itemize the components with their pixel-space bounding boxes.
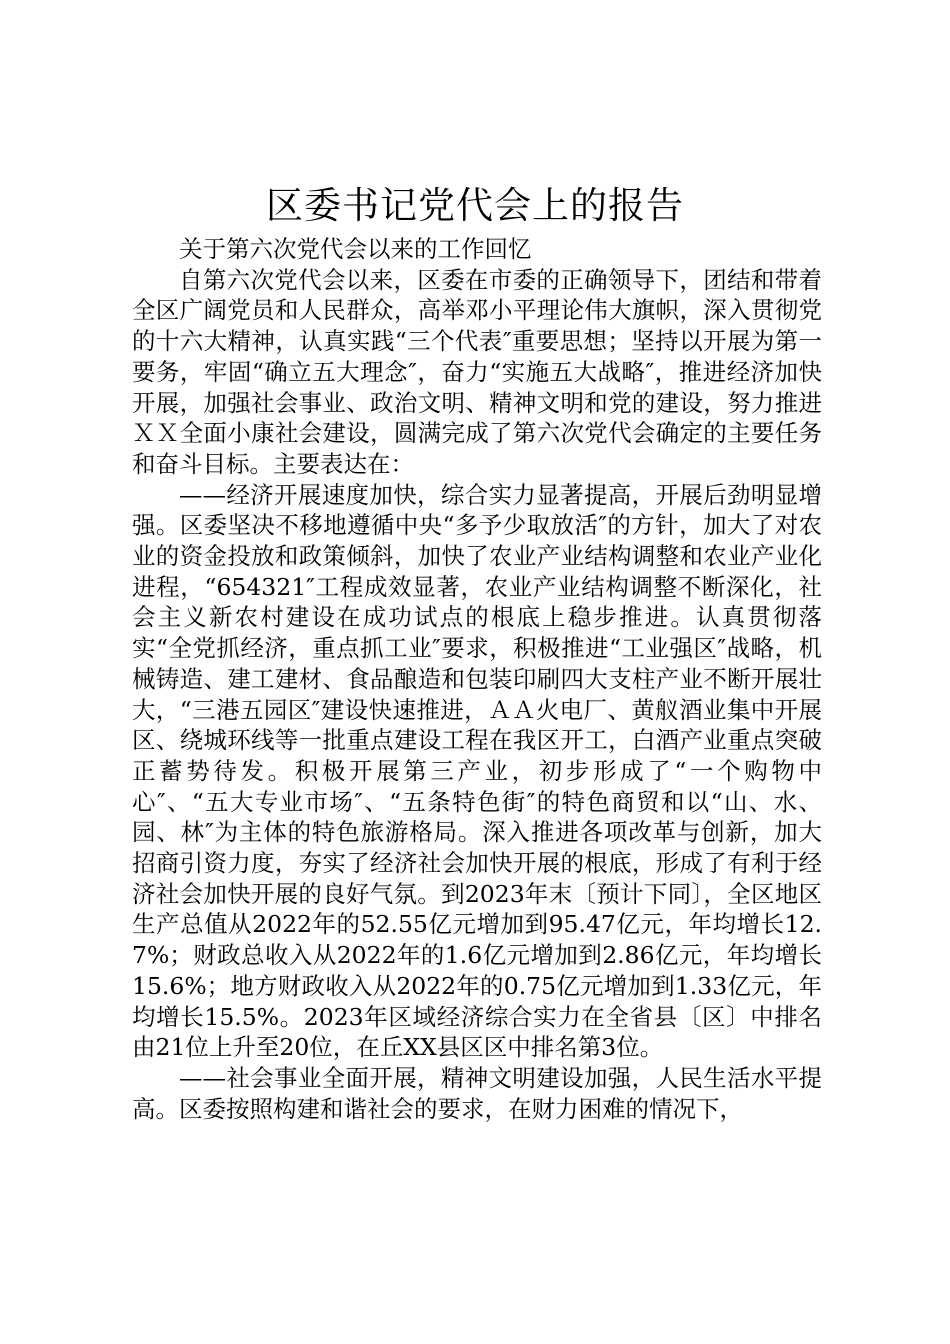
paragraph-social: ——社会事业全面开展，精神文明建设加强，人民生活水平提高。区委按照构建和谐社会的要求，在财力困难的情况下，	[132, 1063, 822, 1123]
paragraph-economy: ——经济开展速度加快，综合实力显著提高，开展后劲明显增强。区委坚决不移地遵循中央“多予少取放活″的方针，加大了对农业的资金投放和政策倾斜，加快了农业产业结构调整和农业产业化进程，“654321″工程成效显著，农业产业结构调整不断深化，社会主义新农村建设在成功试点的根底上稳步推进。认真贯彻落实“全党抓经济，重点抓工业″要求，积极推进“工业强区″战略，机械铸造、建工建材、食品酿造和包装印刷四大支柱产业不断开展壮大，“三港五园区″建设快速推进，ＡＡ火电厂、黄舣酒业集中开展区、绕城环线等一批重点建设工程在我区开工，白酒产业重点突破正蓄势待发。积极开展第三产业，初步形成了“一个购物中心″、“五大专业市场″、“五条特色街″的特色商贸和以“山、水、园、林″为主体的特色旅游格局。深入推进各项改革与创新，加大招商引资力度，夯实了经济社会加快开展的根底，形成了有利于经济社会加快开展的良好气氛。到2023年末〔预计下同〕，全区地区生产总值从2022年的52.55亿元增加到95.47亿元，年均增长12.7%；财政总收入从2022年的1.6亿元增加到2.86亿元，年均增长15.6%；地方财政收入从2022年的0.75亿元增加到1.33亿元，年均增长15.5%。2023年区域经济综合实力在全省县〔区〕中排名由21位上升至20位，在丘XX县区区中排名第3位。	[132, 480, 822, 1062]
section-heading: 关于第六次党代会以来的工作回忆	[179, 235, 532, 263]
document-body	[132, 234, 822, 1124]
document-title: 区委书记党代会上的报告	[266, 184, 684, 227]
paragraph-intro: 自第六次党代会以来，区委在市委的正确领导下，团结和带着全区广阔党员和人民群众，高举邓小平理论伟大旗帜，深入贯彻党的十六大精神，认真实践“三个代表″重要思想；坚持以开展为第一要务，牢固“确立五大理念″，奋力“实施五大战略″，推进经济加快开展，加强社会事业、政治文明、精神文明和党的建设，努力推进ＸＸ全面小康社会建设，圆满完成了第六次党代会确定的主要任务和奋斗目标。主要表达在：	[132, 265, 822, 478]
